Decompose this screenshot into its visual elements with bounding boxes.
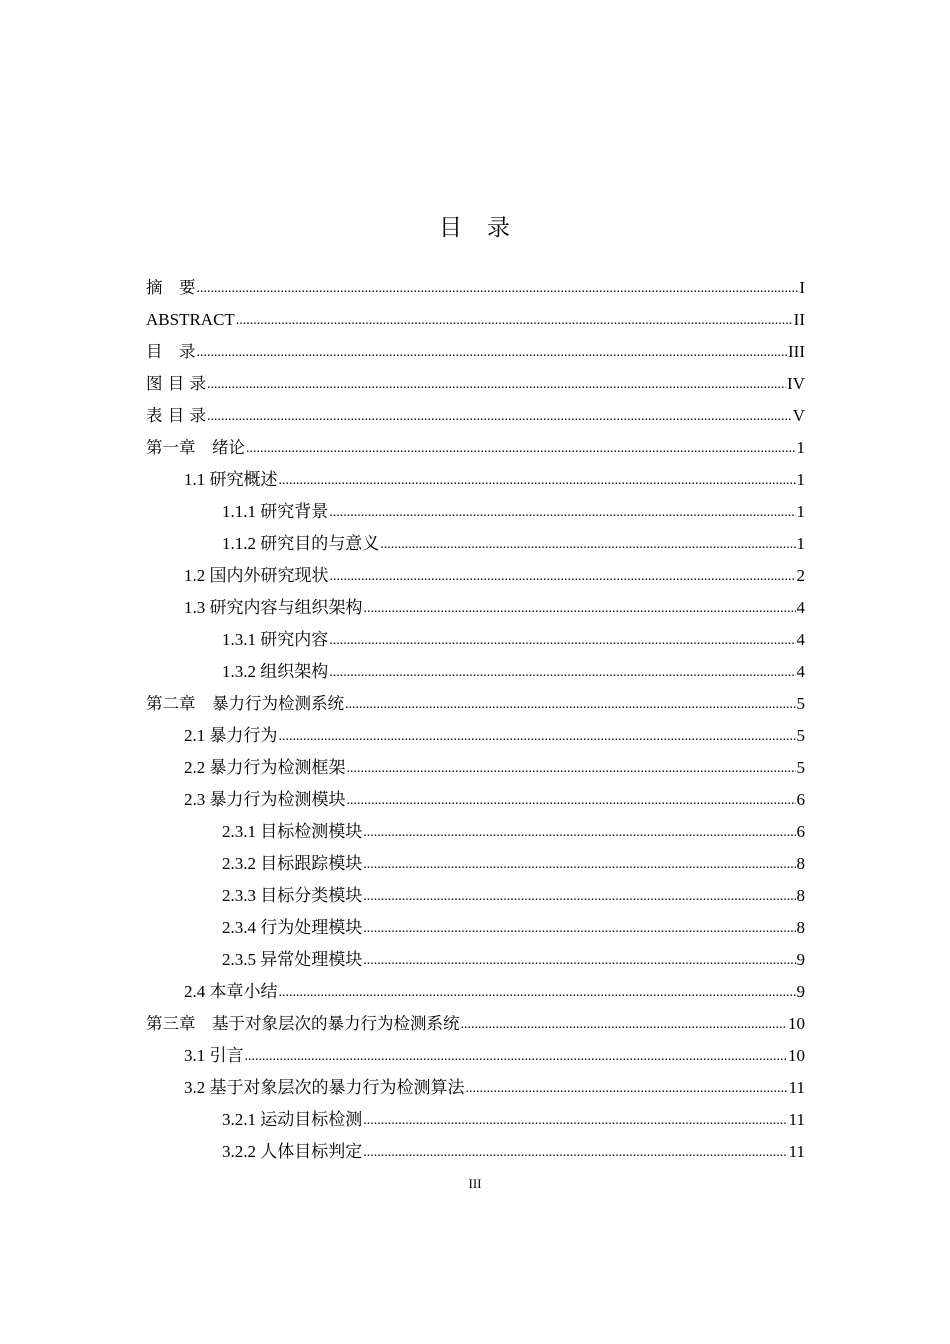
toc-leader-dots — [279, 975, 796, 1009]
toc-leader-dots — [466, 1071, 788, 1105]
toc-entry-page: 1 — [796, 534, 805, 553]
toc-entry-page: 2 — [796, 566, 805, 585]
toc-entry-page: 6 — [796, 790, 805, 809]
toc-leader-dots — [363, 1103, 787, 1137]
toc-entry-title: 图 目 录 — [146, 374, 206, 393]
toc-leader-dots — [197, 335, 788, 369]
toc-entry-title: ABSTRACT — [146, 310, 235, 329]
toc-entry-page: 1 — [796, 470, 805, 489]
toc-entry[interactable] — [146, 624, 805, 656]
toc-entry-title: 第三章 基于对象层次的暴力行为检测系统 — [146, 1014, 460, 1033]
toc-entry-title: 摘 要 — [146, 278, 196, 297]
toc-entry-title: 1.1 研究概述 — [184, 470, 278, 489]
toc-entry-page: 9 — [796, 950, 805, 969]
toc-entry-page: 11 — [788, 1142, 805, 1161]
toc-entry-page: IV — [787, 374, 805, 393]
toc-entry-title: 3.1 引言 — [184, 1046, 244, 1065]
toc-entry-title: 2.4 本章小结 — [184, 982, 278, 1001]
toc-leader-dots — [207, 399, 792, 433]
toc-entry[interactable] — [146, 560, 805, 592]
toc-leader-dots — [363, 1135, 787, 1169]
toc-entry-title: 2.3 暴力行为检测模块 — [184, 790, 346, 809]
toc-entry[interactable] — [146, 1072, 805, 1104]
toc-entry[interactable] — [146, 784, 805, 816]
toc-entry[interactable] — [146, 848, 805, 880]
toc-entry-title: 表 目 录 — [146, 406, 206, 425]
toc-entry-page: 5 — [796, 758, 805, 777]
toc-leader-dots — [363, 879, 795, 913]
toc-entry[interactable] — [146, 432, 805, 464]
toc-entry-title: 2.3.4 行为处理模块 — [222, 918, 363, 937]
table-of-contents — [146, 272, 805, 1168]
toc-entry[interactable] — [146, 368, 805, 400]
toc-entry-page: 1 — [796, 502, 805, 521]
toc-entry-page: 8 — [796, 918, 805, 937]
toc-entry-page: 4 — [796, 598, 805, 617]
toc-entry-title: 1.1.2 研究目的与意义 — [222, 534, 380, 553]
toc-entry-page: 10 — [788, 1014, 805, 1033]
toc-entry-title: 1.2 国内外研究现状 — [184, 566, 329, 585]
toc-leader-dots — [245, 1039, 788, 1073]
toc-entry-page: 11 — [788, 1110, 805, 1129]
toc-entry[interactable] — [146, 400, 805, 432]
toc-leader-dots — [363, 815, 795, 849]
toc-entry[interactable] — [146, 752, 805, 784]
toc-entry-page: I — [799, 278, 805, 297]
toc-leader-dots — [363, 911, 795, 945]
toc-leader-dots — [363, 943, 795, 977]
toc-entry-page: 1 — [796, 438, 805, 457]
toc-entry[interactable] — [146, 464, 805, 496]
toc-entry-title: 目 录 — [146, 342, 196, 361]
toc-entry-title: 3.2.1 运动目标检测 — [222, 1110, 363, 1129]
toc-entry[interactable] — [146, 880, 805, 912]
toc-entry-page: III — [788, 342, 805, 361]
toc-entry[interactable] — [146, 1040, 805, 1072]
toc-leader-dots — [279, 719, 796, 753]
toc-entry-title: 1.3 研究内容与组织架构 — [184, 598, 363, 617]
page-number: III — [468, 1176, 482, 1191]
toc-entry-page: 9 — [796, 982, 805, 1001]
toc-entry-page: 5 — [796, 694, 805, 713]
toc-entry-title: 1.3.2 组织架构 — [222, 662, 329, 681]
toc-leader-dots — [207, 367, 786, 401]
page-title: 目 录 — [439, 215, 511, 240]
toc-entry[interactable] — [146, 1104, 805, 1136]
toc-entry-title: 3.2.2 人体目标判定 — [222, 1142, 363, 1161]
toc-entry-title: 2.2 暴力行为检测框架 — [184, 758, 346, 777]
toc-entry-title: 1.1.1 研究背景 — [222, 502, 329, 521]
toc-entry-page: 4 — [796, 630, 805, 649]
toc-leader-dots — [345, 687, 796, 721]
toc-entry[interactable] — [146, 304, 805, 336]
toc-entry[interactable] — [146, 272, 805, 304]
toc-entry-title: 第二章 暴力行为检测系统 — [146, 694, 344, 713]
toc-entry[interactable] — [146, 336, 805, 368]
toc-leader-dots — [347, 751, 796, 785]
toc-entry[interactable] — [146, 720, 805, 752]
toc-leader-dots — [461, 1007, 788, 1041]
toc-entry[interactable] — [146, 976, 805, 1008]
toc-entry[interactable] — [146, 912, 805, 944]
toc-entry-page: II — [793, 310, 805, 329]
toc-entry[interactable] — [146, 816, 805, 848]
toc-leader-dots — [197, 271, 799, 305]
toc-entry-page: 8 — [796, 886, 805, 905]
toc-entry-title: 3.2 基于对象层次的暴力行为检测算法 — [184, 1078, 465, 1097]
toc-entry-title: 1.3.1 研究内容 — [222, 630, 329, 649]
toc-entry-page: 6 — [796, 822, 805, 841]
toc-entry[interactable] — [146, 496, 805, 528]
toc-entry[interactable] — [146, 1136, 805, 1168]
toc-entry-title: 第一章 绪论 — [146, 438, 245, 457]
toc-entry[interactable] — [146, 688, 805, 720]
toc-entry-page: 5 — [796, 726, 805, 745]
toc-entry-title: 2.1 暴力行为 — [184, 726, 278, 745]
toc-leader-dots — [380, 527, 795, 561]
toc-entry-page: V — [792, 406, 805, 425]
toc-entry[interactable] — [146, 528, 805, 560]
toc-entry-title: 2.3.2 目标跟踪模块 — [222, 854, 363, 873]
toc-entry[interactable] — [146, 656, 805, 688]
toc-entry[interactable] — [146, 1008, 805, 1040]
toc-entry-page: 11 — [788, 1078, 805, 1097]
toc-leader-dots — [329, 655, 795, 689]
toc-leader-dots — [347, 783, 796, 817]
toc-leader-dots — [236, 303, 793, 337]
toc-leader-dots — [364, 591, 796, 625]
toc-entry-page: 10 — [788, 1046, 805, 1065]
toc-entry[interactable] — [146, 592, 805, 624]
toc-entry-page: 8 — [796, 854, 805, 873]
toc-leader-dots — [279, 463, 796, 497]
toc-entry[interactable] — [146, 944, 805, 976]
toc-entry-title: 2.3.3 目标分类模块 — [222, 886, 363, 905]
toc-leader-dots — [329, 495, 795, 529]
toc-leader-dots — [329, 623, 795, 657]
toc-entry-title: 2.3.1 目标检测模块 — [222, 822, 363, 841]
toc-leader-dots — [330, 559, 796, 593]
toc-leader-dots — [363, 847, 795, 881]
toc-leader-dots — [246, 431, 796, 465]
toc-entry-title: 2.3.5 异常处理模块 — [222, 950, 363, 969]
toc-entry-page: 4 — [796, 662, 805, 681]
